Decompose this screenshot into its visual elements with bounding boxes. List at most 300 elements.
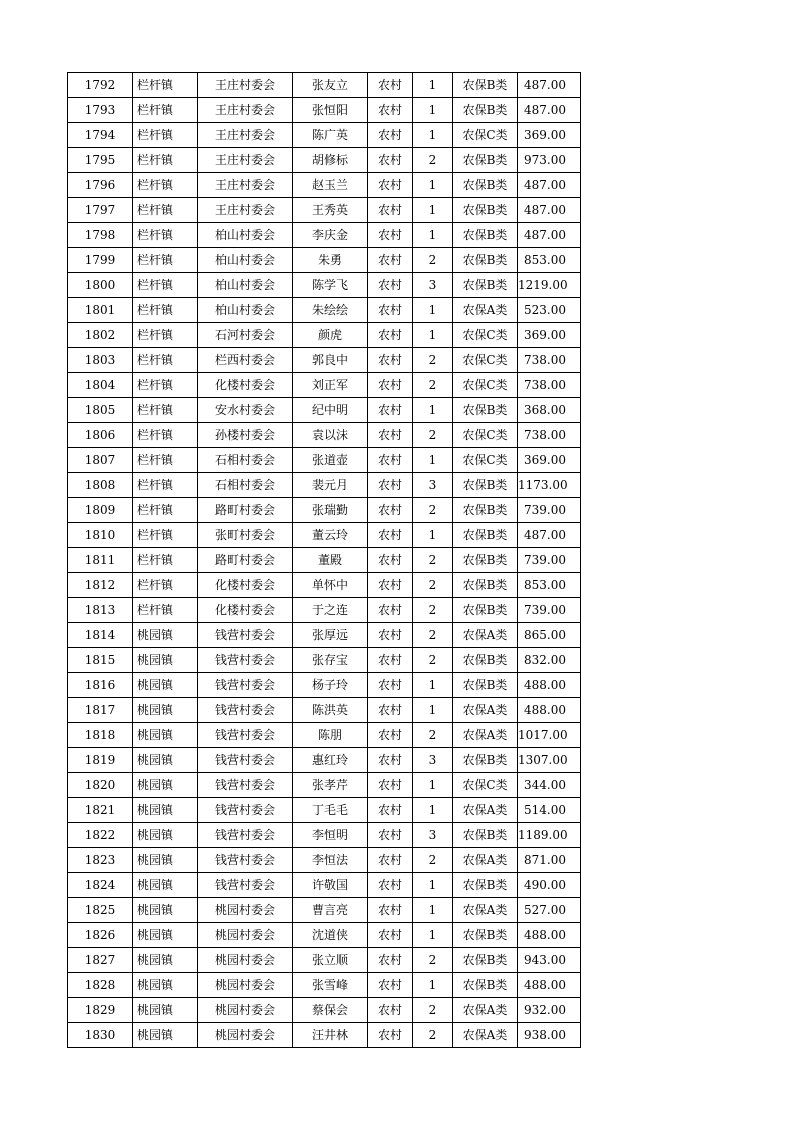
insurance-category-cell: 农保B类 — [453, 173, 518, 198]
town-cell: 桃园镇 — [133, 698, 198, 723]
amount-cell: 487.00 — [518, 198, 581, 223]
table-row — [68, 798, 581, 823]
town-cell: 桃园镇 — [133, 923, 198, 948]
insurance-category-cell: 农保B类 — [453, 473, 518, 498]
serial-number-cell: 1802 — [68, 323, 133, 348]
serial-number-cell: 1824 — [68, 873, 133, 898]
household-count-cell: 1 — [413, 523, 453, 548]
person-name-cell: 朱勇 — [293, 248, 368, 273]
town-cell: 桃园镇 — [133, 773, 198, 798]
area-type-cell: 农村 — [368, 848, 413, 873]
serial-number-cell: 1819 — [68, 748, 133, 773]
village-cell: 王庄村委会 — [198, 198, 293, 223]
town-cell: 桃园镇 — [133, 998, 198, 1023]
area-type-cell: 农村 — [368, 373, 413, 398]
insurance-category-cell: 农保C类 — [453, 348, 518, 373]
area-type-cell: 农村 — [368, 523, 413, 548]
table-row — [68, 848, 581, 873]
household-count-cell: 1 — [413, 98, 453, 123]
serial-number-cell: 1794 — [68, 123, 133, 148]
table-row — [68, 623, 581, 648]
person-name-cell: 董云玲 — [293, 523, 368, 548]
household-count-cell: 2 — [413, 348, 453, 373]
insurance-category-cell: 农保C类 — [453, 123, 518, 148]
person-name-cell: 杨子玲 — [293, 673, 368, 698]
village-cell: 钱营村委会 — [198, 623, 293, 648]
village-cell: 栏西村委会 — [198, 348, 293, 373]
town-cell: 栏杆镇 — [133, 423, 198, 448]
town-cell: 栏杆镇 — [133, 173, 198, 198]
amount-cell: 488.00 — [518, 698, 581, 723]
area-type-cell: 农村 — [368, 473, 413, 498]
serial-number-cell: 1798 — [68, 223, 133, 248]
amount-cell: 943.00 — [518, 948, 581, 973]
village-cell: 石相村委会 — [198, 448, 293, 473]
person-name-cell: 张厚远 — [293, 623, 368, 648]
table-row — [68, 673, 581, 698]
village-cell: 张町村委会 — [198, 523, 293, 548]
serial-number-cell: 1795 — [68, 148, 133, 173]
table-row — [68, 823, 581, 848]
insurance-category-cell: 农保B类 — [453, 398, 518, 423]
table-row — [68, 173, 581, 198]
household-count-cell: 2 — [413, 498, 453, 523]
area-type-cell: 农村 — [368, 448, 413, 473]
household-count-cell: 2 — [413, 948, 453, 973]
serial-number-cell: 1793 — [68, 98, 133, 123]
serial-number-cell: 1800 — [68, 273, 133, 298]
village-cell: 孙楼村委会 — [198, 423, 293, 448]
area-type-cell: 农村 — [368, 298, 413, 323]
area-type-cell: 农村 — [368, 648, 413, 673]
amount-cell: 487.00 — [518, 73, 581, 98]
village-cell: 柏山村委会 — [198, 223, 293, 248]
area-type-cell: 农村 — [368, 423, 413, 448]
village-cell: 路町村委会 — [198, 498, 293, 523]
area-type-cell: 农村 — [368, 273, 413, 298]
person-name-cell: 陈洪英 — [293, 698, 368, 723]
village-cell: 钱营村委会 — [198, 748, 293, 773]
area-type-cell: 农村 — [368, 923, 413, 948]
amount-cell: 1017.00 — [518, 723, 581, 748]
table-row — [68, 523, 581, 548]
village-cell: 王庄村委会 — [198, 73, 293, 98]
village-cell: 钱营村委会 — [198, 873, 293, 898]
table-row — [68, 773, 581, 798]
serial-number-cell: 1822 — [68, 823, 133, 848]
town-cell: 栏杆镇 — [133, 223, 198, 248]
insurance-category-cell: 农保B类 — [453, 198, 518, 223]
town-cell: 栏杆镇 — [133, 323, 198, 348]
amount-cell: 369.00 — [518, 123, 581, 148]
town-cell: 栏杆镇 — [133, 448, 198, 473]
area-type-cell: 农村 — [368, 223, 413, 248]
household-count-cell: 1 — [413, 398, 453, 423]
household-count-cell: 2 — [413, 623, 453, 648]
serial-number-cell: 1792 — [68, 73, 133, 98]
table-row — [68, 73, 581, 98]
person-name-cell: 单怀中 — [293, 573, 368, 598]
table-row — [68, 273, 581, 298]
insurance-category-cell: 农保A类 — [453, 623, 518, 648]
insurance-category-cell: 农保C类 — [453, 373, 518, 398]
area-type-cell: 农村 — [368, 398, 413, 423]
household-count-cell: 2 — [413, 148, 453, 173]
person-name-cell: 曹言亮 — [293, 898, 368, 923]
town-cell: 栏杆镇 — [133, 373, 198, 398]
area-type-cell: 农村 — [368, 548, 413, 573]
insurance-category-cell: 农保B类 — [453, 98, 518, 123]
insurance-category-cell: 农保A类 — [453, 723, 518, 748]
village-cell: 王庄村委会 — [198, 98, 293, 123]
insurance-category-cell: 农保B类 — [453, 973, 518, 998]
area-type-cell: 农村 — [368, 773, 413, 798]
household-count-cell: 3 — [413, 823, 453, 848]
amount-cell: 487.00 — [518, 98, 581, 123]
amount-cell: 871.00 — [518, 848, 581, 873]
serial-number-cell: 1804 — [68, 373, 133, 398]
household-count-cell: 1 — [413, 323, 453, 348]
village-cell: 桃园村委会 — [198, 948, 293, 973]
town-cell: 栏杆镇 — [133, 573, 198, 598]
insurance-category-cell: 农保B类 — [453, 648, 518, 673]
area-type-cell: 农村 — [368, 323, 413, 348]
serial-number-cell: 1799 — [68, 248, 133, 273]
insurance-category-cell: 农保B类 — [453, 873, 518, 898]
town-cell: 栏杆镇 — [133, 148, 198, 173]
insurance-category-cell: 农保C类 — [453, 773, 518, 798]
serial-number-cell: 1803 — [68, 348, 133, 373]
household-count-cell: 1 — [413, 73, 453, 98]
table-row — [68, 873, 581, 898]
amount-cell: 527.00 — [518, 898, 581, 923]
household-count-cell: 2 — [413, 848, 453, 873]
person-name-cell: 纪中明 — [293, 398, 368, 423]
town-cell: 桃园镇 — [133, 1023, 198, 1048]
serial-number-cell: 1825 — [68, 898, 133, 923]
area-type-cell: 农村 — [368, 498, 413, 523]
insurance-category-cell: 农保B类 — [453, 573, 518, 598]
table-row — [68, 98, 581, 123]
person-name-cell: 刘正军 — [293, 373, 368, 398]
insurance-category-cell: 农保B类 — [453, 148, 518, 173]
insurance-category-cell: 农保B类 — [453, 248, 518, 273]
household-count-cell: 1 — [413, 698, 453, 723]
town-cell: 栏杆镇 — [133, 73, 198, 98]
amount-cell: 739.00 — [518, 548, 581, 573]
person-name-cell: 董殿 — [293, 548, 368, 573]
village-cell: 钱营村委会 — [198, 773, 293, 798]
serial-number-cell: 1821 — [68, 798, 133, 823]
household-count-cell: 2 — [413, 1023, 453, 1048]
amount-cell: 738.00 — [518, 373, 581, 398]
person-name-cell: 丁毛毛 — [293, 798, 368, 823]
town-cell: 栏杆镇 — [133, 523, 198, 548]
serial-number-cell: 1811 — [68, 548, 133, 573]
town-cell: 桃园镇 — [133, 623, 198, 648]
household-count-cell: 1 — [413, 173, 453, 198]
person-name-cell: 张道壶 — [293, 448, 368, 473]
area-type-cell: 农村 — [368, 198, 413, 223]
household-count-cell: 2 — [413, 373, 453, 398]
insurance-category-cell: 农保B类 — [453, 73, 518, 98]
village-cell: 路町村委会 — [198, 548, 293, 573]
person-name-cell: 陈学飞 — [293, 273, 368, 298]
amount-cell: 973.00 — [518, 148, 581, 173]
town-cell: 栏杆镇 — [133, 198, 198, 223]
person-name-cell: 胡修标 — [293, 148, 368, 173]
person-name-cell: 蔡保会 — [293, 998, 368, 1023]
serial-number-cell: 1814 — [68, 623, 133, 648]
table-row — [68, 398, 581, 423]
insurance-category-cell: 农保B类 — [453, 923, 518, 948]
table-row — [68, 973, 581, 998]
serial-number-cell: 1806 — [68, 423, 133, 448]
person-name-cell: 张瑞勤 — [293, 498, 368, 523]
amount-cell: 344.00 — [518, 773, 581, 798]
amount-cell: 832.00 — [518, 648, 581, 673]
person-name-cell: 陈广英 — [293, 123, 368, 148]
data-table — [67, 72, 581, 1048]
serial-number-cell: 1828 — [68, 973, 133, 998]
serial-number-cell: 1823 — [68, 848, 133, 873]
town-cell: 栏杆镇 — [133, 473, 198, 498]
village-cell: 安水村委会 — [198, 398, 293, 423]
table-row — [68, 348, 581, 373]
person-name-cell: 沈道侠 — [293, 923, 368, 948]
person-name-cell: 张立顺 — [293, 948, 368, 973]
area-type-cell: 农村 — [368, 723, 413, 748]
household-count-cell: 2 — [413, 248, 453, 273]
amount-cell: 738.00 — [518, 348, 581, 373]
amount-cell: 514.00 — [518, 798, 581, 823]
person-name-cell: 陈朋 — [293, 723, 368, 748]
serial-number-cell: 1816 — [68, 673, 133, 698]
amount-cell: 523.00 — [518, 298, 581, 323]
insurance-category-cell: 农保B类 — [453, 273, 518, 298]
amount-cell: 853.00 — [518, 248, 581, 273]
serial-number-cell: 1810 — [68, 523, 133, 548]
insurance-category-cell: 农保A类 — [453, 298, 518, 323]
household-count-cell: 3 — [413, 273, 453, 298]
table-row — [68, 598, 581, 623]
household-count-cell: 1 — [413, 123, 453, 148]
village-cell: 钱营村委会 — [198, 723, 293, 748]
table-row — [68, 148, 581, 173]
table-row — [68, 748, 581, 773]
village-cell: 桃园村委会 — [198, 998, 293, 1023]
household-count-cell: 2 — [413, 723, 453, 748]
amount-cell: 368.00 — [518, 398, 581, 423]
household-count-cell: 2 — [413, 548, 453, 573]
table-row — [68, 698, 581, 723]
household-count-cell: 1 — [413, 223, 453, 248]
table-row — [68, 648, 581, 673]
village-cell: 王庄村委会 — [198, 123, 293, 148]
town-cell: 桃园镇 — [133, 723, 198, 748]
insurance-category-cell: 农保A类 — [453, 698, 518, 723]
amount-cell: 488.00 — [518, 923, 581, 948]
village-cell: 钱营村委会 — [198, 848, 293, 873]
village-cell: 王庄村委会 — [198, 148, 293, 173]
serial-number-cell: 1809 — [68, 498, 133, 523]
person-name-cell: 张恒阳 — [293, 98, 368, 123]
table-row — [68, 948, 581, 973]
town-cell: 栏杆镇 — [133, 348, 198, 373]
serial-number-cell: 1830 — [68, 1023, 133, 1048]
area-type-cell: 农村 — [368, 898, 413, 923]
area-type-cell: 农村 — [368, 73, 413, 98]
person-name-cell: 赵玉兰 — [293, 173, 368, 198]
household-count-cell: 2 — [413, 423, 453, 448]
insurance-category-cell: 农保A类 — [453, 848, 518, 873]
village-cell: 桃园村委会 — [198, 898, 293, 923]
area-type-cell: 农村 — [368, 948, 413, 973]
area-type-cell: 农村 — [368, 873, 413, 898]
person-name-cell: 李恒明 — [293, 823, 368, 848]
village-cell: 钱营村委会 — [198, 798, 293, 823]
amount-cell: 487.00 — [518, 523, 581, 548]
insurance-category-cell: 农保C类 — [453, 448, 518, 473]
table-row — [68, 323, 581, 348]
area-type-cell: 农村 — [368, 623, 413, 648]
village-cell: 柏山村委会 — [198, 248, 293, 273]
serial-number-cell: 1817 — [68, 698, 133, 723]
area-type-cell: 农村 — [368, 698, 413, 723]
village-cell: 柏山村委会 — [198, 273, 293, 298]
town-cell: 栏杆镇 — [133, 498, 198, 523]
town-cell: 栏杆镇 — [133, 273, 198, 298]
person-name-cell: 汪井林 — [293, 1023, 368, 1048]
person-name-cell: 裴元月 — [293, 473, 368, 498]
insurance-category-cell: 农保B类 — [453, 823, 518, 848]
village-cell: 钱营村委会 — [198, 673, 293, 698]
area-type-cell: 农村 — [368, 973, 413, 998]
area-type-cell: 农村 — [368, 348, 413, 373]
table-row — [68, 498, 581, 523]
table-row — [68, 423, 581, 448]
insurance-category-cell: 农保B类 — [453, 948, 518, 973]
amount-cell: 865.00 — [518, 623, 581, 648]
amount-cell: 1219.00 — [518, 273, 581, 298]
village-cell: 王庄村委会 — [198, 173, 293, 198]
person-name-cell: 李庆金 — [293, 223, 368, 248]
insurance-category-cell: 农保C类 — [453, 323, 518, 348]
person-name-cell: 张孝芹 — [293, 773, 368, 798]
village-cell: 钱营村委会 — [198, 648, 293, 673]
amount-cell: 1189.00 — [518, 823, 581, 848]
town-cell: 栏杆镇 — [133, 98, 198, 123]
insurance-category-cell: 农保A类 — [453, 798, 518, 823]
household-count-cell: 3 — [413, 748, 453, 773]
area-type-cell: 农村 — [368, 748, 413, 773]
insurance-category-cell: 农保B类 — [453, 598, 518, 623]
serial-number-cell: 1796 — [68, 173, 133, 198]
serial-number-cell: 1818 — [68, 723, 133, 748]
household-count-cell: 2 — [413, 648, 453, 673]
area-type-cell: 农村 — [368, 173, 413, 198]
amount-cell: 488.00 — [518, 673, 581, 698]
area-type-cell: 农村 — [368, 598, 413, 623]
village-cell: 钱营村委会 — [198, 698, 293, 723]
village-cell: 石河村委会 — [198, 323, 293, 348]
person-name-cell: 于之连 — [293, 598, 368, 623]
table-row — [68, 473, 581, 498]
town-cell: 桃园镇 — [133, 823, 198, 848]
town-cell: 栏杆镇 — [133, 248, 198, 273]
town-cell: 桃园镇 — [133, 973, 198, 998]
area-type-cell: 农村 — [368, 1023, 413, 1048]
area-type-cell: 农村 — [368, 573, 413, 598]
insurance-category-cell: 农保C类 — [453, 423, 518, 448]
serial-number-cell: 1813 — [68, 598, 133, 623]
table-row — [68, 723, 581, 748]
table-row — [68, 898, 581, 923]
village-cell: 化楼村委会 — [198, 373, 293, 398]
town-cell: 桃园镇 — [133, 648, 198, 673]
town-cell: 桃园镇 — [133, 873, 198, 898]
serial-number-cell: 1826 — [68, 923, 133, 948]
table-row — [68, 573, 581, 598]
village-cell: 桃园村委会 — [198, 1023, 293, 1048]
table-row — [68, 998, 581, 1023]
household-count-cell: 1 — [413, 923, 453, 948]
serial-number-cell: 1829 — [68, 998, 133, 1023]
amount-cell: 488.00 — [518, 973, 581, 998]
household-count-cell: 1 — [413, 673, 453, 698]
insurance-category-cell: 农保B类 — [453, 748, 518, 773]
area-type-cell: 农村 — [368, 248, 413, 273]
serial-number-cell: 1820 — [68, 773, 133, 798]
amount-cell: 1307.00 — [518, 748, 581, 773]
serial-number-cell: 1815 — [68, 648, 133, 673]
town-cell: 栏杆镇 — [133, 598, 198, 623]
area-type-cell: 农村 — [368, 123, 413, 148]
amount-cell: 932.00 — [518, 998, 581, 1023]
table-row — [68, 298, 581, 323]
area-type-cell: 农村 — [368, 98, 413, 123]
serial-number-cell: 1812 — [68, 573, 133, 598]
amount-cell: 490.00 — [518, 873, 581, 898]
table-body — [68, 73, 581, 1048]
household-count-cell: 1 — [413, 873, 453, 898]
person-name-cell: 郭良中 — [293, 348, 368, 373]
household-count-cell: 1 — [413, 973, 453, 998]
town-cell: 桃园镇 — [133, 798, 198, 823]
household-count-cell: 1 — [413, 298, 453, 323]
person-name-cell: 朱绘绘 — [293, 298, 368, 323]
town-cell: 桃园镇 — [133, 948, 198, 973]
table-row — [68, 248, 581, 273]
person-name-cell: 许敬国 — [293, 873, 368, 898]
insurance-category-cell: 农保B类 — [453, 673, 518, 698]
village-cell: 钱营村委会 — [198, 823, 293, 848]
person-name-cell: 张存宝 — [293, 648, 368, 673]
amount-cell: 1173.00 — [518, 473, 581, 498]
person-name-cell: 张雪峰 — [293, 973, 368, 998]
person-name-cell: 惠红玲 — [293, 748, 368, 773]
insurance-category-cell: 农保B类 — [453, 523, 518, 548]
town-cell: 栏杆镇 — [133, 298, 198, 323]
insurance-category-cell: 农保A类 — [453, 898, 518, 923]
village-cell: 石相村委会 — [198, 473, 293, 498]
table-row — [68, 123, 581, 148]
town-cell: 桃园镇 — [133, 748, 198, 773]
serial-number-cell: 1827 — [68, 948, 133, 973]
serial-number-cell: 1807 — [68, 448, 133, 473]
village-cell: 化楼村委会 — [198, 573, 293, 598]
insurance-category-cell: 农保B类 — [453, 498, 518, 523]
